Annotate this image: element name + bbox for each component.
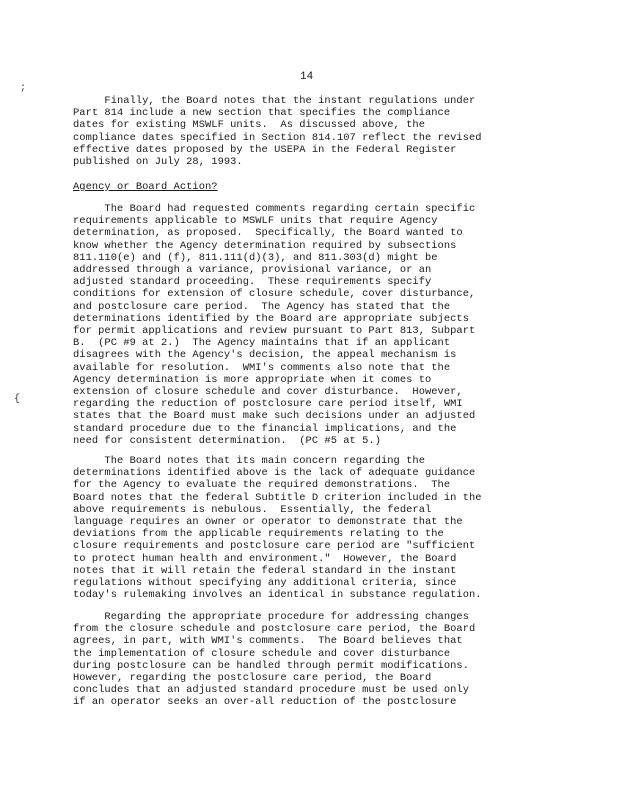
- text-line: Finally, the Board notes that the instant regulations under: [73, 95, 476, 107]
- text-line: conditions for extension of closure schedule, cover disturbance,: [73, 288, 476, 301]
- text-line: requirements applicable to MSWLF units that require Agency: [73, 215, 438, 228]
- text-line: adjusted standard proceeding. These requirements specify: [73, 276, 432, 289]
- paragraph: [73, 95, 553, 168]
- text-line: states that the Board must make such decisions under an adjusted: [73, 410, 476, 423]
- text-line: effective dates proposed by the USEPA in the Federal Register: [73, 143, 457, 156]
- text-line: The Board notes that its main concern regarding the: [73, 455, 425, 467]
- text-line: if an operator seeks an over-all reduction of the postclosure: [73, 696, 457, 709]
- text-line: determinations identified by the Board are appropriate subjects: [73, 312, 469, 325]
- text-line: agrees, in part, with WMI's comments. The Board believes that: [73, 635, 463, 648]
- text-line: determination, as proposed. Specifically, the Board wanted to: [73, 227, 463, 240]
- text-line: during postclosure can be handled through permit modifications.: [73, 659, 469, 672]
- text-line: language requires an owner or operator to demonstrate that the: [73, 516, 463, 529]
- paragraph: [73, 611, 553, 709]
- text-line: need for consistent determination. (PC #5 at 5.): [73, 434, 381, 447]
- text-line: compliance dates specified in Section 814.107 reflect the revised: [73, 131, 482, 144]
- text-line: available for resolution. WMI's comments also note that the: [73, 361, 451, 374]
- text-line: extension of closure schedule and cover disturbance. However,: [73, 386, 463, 399]
- text-line: regarding the reduction of postclosure care period itself, WMI: [73, 398, 463, 411]
- paragraph: [73, 203, 553, 447]
- text-line: to protect human health and environment." However, the Board: [73, 552, 457, 565]
- text-line: concludes that an adjusted standard procedure must be used only: [73, 684, 469, 697]
- text-line: dates for existing MSWLF units. As discussed above, the: [73, 119, 425, 132]
- text-line: for permit applications and review pursuant to Part 813, Subpart: [73, 325, 476, 338]
- text-line: disagrees with the Agency's decision, the appeal mechanism is: [73, 349, 457, 362]
- margin-mark: {: [14, 394, 21, 405]
- text-line: determinations identified above is the lack of adequate guidance: [73, 467, 476, 480]
- text-line: above requirements is nebulous. Essentially, the federal: [73, 503, 432, 516]
- text-line: 811.110(e) and (f), 811.111(d)(3), and 811.303(d) might be: [73, 251, 438, 264]
- text-line: regulations without specifying any additional criteria, since: [73, 577, 457, 590]
- text-line: published on July 28, 1993.: [73, 156, 243, 169]
- text-line: today's rulemaking involves an identical in substance regulation.: [73, 589, 482, 602]
- text-line: for the Agency to evaluate the required demonstrations. The: [73, 479, 451, 492]
- text-line: the implementation of closure schedule and cover disturbance: [73, 647, 451, 660]
- text-line: know whether the Agency determination required by subsections: [73, 239, 457, 252]
- text-line: addressed through a variance, provisional variance, or an: [73, 264, 432, 277]
- text-line: B. (PC #9 at 2.) The Agency maintains that if an applicant: [73, 337, 451, 350]
- section-heading-text: Agency or Board Action?: [73, 181, 218, 193]
- text-line: and postclosure care period. The Agency has stated that the: [73, 300, 451, 313]
- text-line: deviations from the applicable requirements relating to the: [73, 528, 444, 541]
- section-heading: [73, 181, 553, 193]
- text-line: However, regarding the postclosure care period, the Board: [73, 672, 432, 685]
- text-line: notes that it will retain the federal standard in the instant: [73, 564, 457, 577]
- text-line: from the closure schedule and postclosure care period, the Board: [73, 623, 476, 636]
- text-line: Regarding the appropriate procedure for addressing changes: [73, 611, 469, 623]
- paragraph: [73, 455, 553, 601]
- text-line: Agency determination is more appropriate when it comes to: [73, 373, 432, 386]
- text-line: Part 814 include a new section that specifies the compliance: [73, 107, 451, 120]
- margin-mark: ;: [20, 83, 27, 94]
- text-line: standard procedure due to the financial implications, and the: [73, 422, 457, 435]
- text-line: The Board had requested comments regarding certain specific: [73, 203, 476, 215]
- text-line: Board notes that the federal Subtitle D criterion included in the: [73, 491, 482, 504]
- text-line: closure requirements and postclosure care period are "sufficient: [73, 540, 476, 553]
- page-number: 14: [300, 71, 314, 83]
